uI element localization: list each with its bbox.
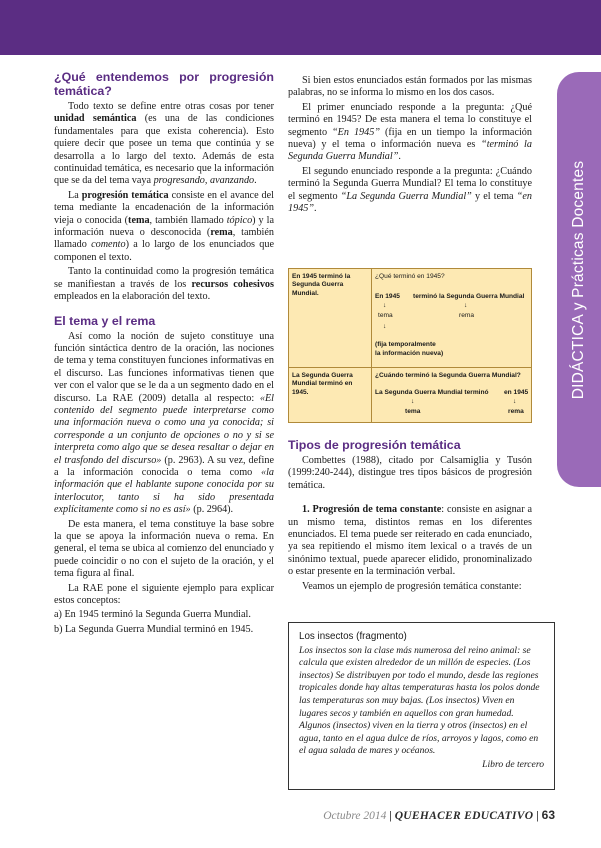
paragraph-veamos-ejemplo: Veamos un ejemplo de progresión temática constante:	[302, 580, 522, 592]
paragraph-segundo-enunciado: El segundo enunciado responde a la pregunta: ¿Cuándo terminó la Segunda Guerra Mundial? El tema lo constituye el segmento “La Segunda Guerra Mundial” y el tema “en 1945”.	[288, 165, 532, 215]
heading-progresion-tematica: ¿Qué entendemos por progresión temática?	[54, 70, 274, 98]
paragraph-combettes: Combettes (1988), citado por Calsamiglia y Tusón (1999:240-244), distingue tres tipos básicos de progresión temática.	[288, 455, 532, 491]
section-side-tab-label: DIDÁCTICA y Prácticas Docentes	[570, 160, 587, 399]
paragraph-ejemplo-rae: La RAE pone el siguiente ejemplo para explicar estos conceptos:	[54, 582, 274, 607]
table-question: ¿Cuándo terminó la Segunda Guerra Mundial?	[375, 372, 521, 379]
paragraph-funciones-informativas: Así como la noción de sujeto constituye una función sintáctica dentro de la oración, las nociones de tema y tema constituyen funciones informativas en el discurso. Las funciones informativas tienen que ver con el valor que se le da a un segmento dado en el discurso. La RAE (2009) detalla al respecto: «El contenido del segmento puede interpretarse como una información nueva o como una ya conocida; si corresponde a un conjunto de opciones o no y si se interpreta como algo que se desea resaltar o dejar en el trasfondo del discurso» (p. 2963). A su vez, define a la información conocida o tema como «la información que el hablante supone conocida por su interlocutor, tanto si ha sido presentada explícitamente como si no es así» (p. 2964).	[54, 330, 274, 516]
arrow-down-icon: ↓	[464, 302, 468, 309]
table-cell-analisis: ¿Cuándo terminó la Segunda Guerra Mundial? La Segunda Guerra Mundial terminó en 1945 ↓ ↓ tema rema	[375, 372, 529, 415]
paragraph-primer-enunciado: El primer enunciado responde a la pregunta: ¿Qué terminó en 1945? De esta manera el tema lo constituye el segmento “En 1945” (fija en un tiempo la información nueva) y el tema o información nueva es “terminó la Segunda Guerra Mundial”.	[288, 101, 532, 163]
table-cell-enunciado: En 1945 terminó la Segunda Guerra Mundial.	[289, 269, 372, 367]
paragraph-recursos-cohesivos: Tanto la continuidad como la progresión temática se manifiestan a través de los recursos cohesivos empleados en la elaboración del texto.	[54, 266, 274, 303]
footer-separator: |	[533, 810, 542, 822]
footer-separator: |	[386, 810, 395, 822]
example-list-item: a) En 1945 terminó la Segunda Guerra Mundial.	[54, 609, 251, 621]
heading-tema-y-rema: El tema y el rema	[54, 313, 156, 328]
paragraph-definicion-progresion: La progresión temática consiste en el avance del tema mediante la encadenación de la información vieja o conocida (tema, también llamado tópico) y la información nueva o desconocida (rema, también llamado comento) a lo largo de los enunciados que componen el texto.	[54, 189, 275, 263]
table-cell-analisis: ¿Qué terminó en 1945? En 1945 terminó la Segunda Guerra Mundial ↓ ↓ tema rema ↓ (fija temporalmente la información nueva)	[375, 273, 525, 357]
example-box-text: Los insectos son la clase más numerosa del reino animal: se calcula que existen alrededor de un millón de especies. (Los insectos) Se distribuyen por todo el mundo, desde las regiones tropicales donde hay altas temperaturas hasta los polos donde las temperaturas son muy bajas. (Los insectos) Viven en lugares secos y también en aquellos con gran humedad. Algunos (insectos) viven en la tierra y otros (insectos) en el agua, tanto en el agua dulce de ríos, arroyos y lagos, como en el agua salada de mares y océanos.	[299, 644, 540, 757]
paragraph-mismas-palabras: Si bien estos enunciados están formados por las mismas palabras, no se informa lo mismo en los dos casos.	[288, 75, 532, 99]
page-number: 63	[541, 808, 555, 822]
arrow-down-icon: ↓	[383, 302, 387, 309]
top-banner	[0, 0, 601, 55]
example-box-title: Los insectos (fragmento)	[299, 631, 407, 642]
paragraph-base-tema: De esta manera, el tema constituye la base sobre la que se apoya la información nueva o rema. En general, el tema se ubica al comienzo del enunciado y puede coincidir o no con el sujeto de la oración, y el tema figura al final.	[54, 518, 274, 580]
table-row	[289, 269, 531, 368]
page-footer	[323, 808, 555, 822]
example-list-item: b) La Segunda Guerra Mundial terminó en 1945.	[54, 623, 254, 635]
example-box	[288, 622, 555, 790]
example-box-source: Libro de tercero	[482, 758, 544, 770]
arrow-down-icon: ↓	[513, 398, 517, 405]
arrow-down-icon: ↓	[411, 398, 415, 405]
left-column	[54, 70, 274, 638]
right-column	[288, 75, 532, 217]
table-cell-enunciado: La Segunda Guerra Mundial terminó en 1945.	[289, 368, 372, 422]
table-question: ¿Qué terminó en 1945?	[375, 273, 445, 280]
arrow-down-icon: ↓	[383, 323, 387, 330]
heading-tipos-progresion: Tipos de progresión temática	[288, 438, 461, 452]
right-column-lower	[288, 438, 532, 595]
paragraph-tema-constante: 1. Progresión de tema constante: consiste en asignar a un mismo tema, distintos remas en los diferentes enunciados. El tema puede ser reiterado en cada enunciado, ya sea repitiendo el mismo ítem lexical o a través de un sinónimo textual, puede aparecer elidido, pronominalizado o estar presente en la terminación verbal.	[288, 504, 532, 578]
footer-magazine-name: QUEHACER EDUCATIVO	[394, 810, 534, 822]
paragraph-unidad-semantica: Todo texto se define entre otras cosas por tener unidad semántica (es una de las condiciones fundamentales para que exista coherencia). Esto quiere decir que posee un tema que continúa y se desarrolla a lo largo del texto. Además de esta continuidad temática, es necesario que la información que se da del tema vaya progresando, avanzando.	[54, 101, 274, 187]
table-row	[289, 368, 531, 422]
section-side-tab	[557, 72, 601, 487]
tema-rema-table	[288, 268, 532, 423]
footer-date: Octubre 2014	[323, 810, 387, 822]
